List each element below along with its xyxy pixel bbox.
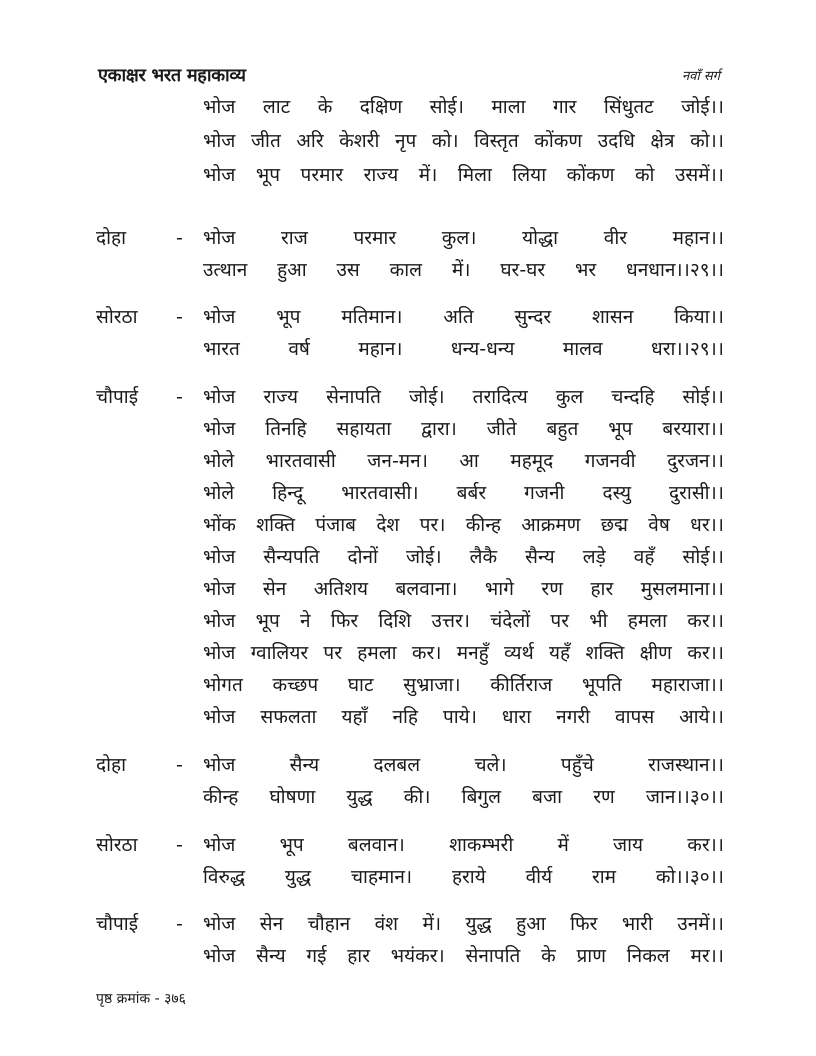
stanza-dash: - — [176, 386, 183, 408]
verse-line: भोज लाट के दक्षिण सोई। माला गार सिंधुतट जोई।। — [203, 96, 724, 118]
page-number: पृष्ठ क्रमांक - ३७६ — [96, 991, 186, 1007]
stanza-dash: - — [176, 754, 183, 776]
verse-line: भोज सेन अतिशय बलवाना। भागे रण हार मुसलमाना।। — [203, 578, 724, 600]
verse-line: भोज सैन्य दलबल चले। पहुँचे राजस्थान।। — [203, 754, 724, 776]
verse-line: भोज सफलता यहाँ नहि पाये। धारा नगरी वापस आये।। — [203, 706, 724, 728]
stanza-label: चौपाई — [96, 386, 139, 408]
verse-line: भोज भूप बलवान। शाकम्भरी में जाय कर।। — [203, 834, 724, 856]
verse-line: भोले भारतवासी जन-मन। आ महमूद गजनवी दुरजन।। — [203, 450, 724, 472]
stanza-label: सोरठा — [96, 834, 138, 856]
verse-line: भोंक शक्ति पंजाब देश पर। कीन्ह आक्रमण छद्म वेष धर।। — [203, 514, 724, 536]
verse-line: भोगत कच्छप घाट सुभ्राजा। कीर्तिराज भूपति महाराजा।। — [203, 674, 724, 696]
verse-line: भोज सैन्यपति दोनों जोई। लैकै सैन्य लड़े वहँ सोई।। — [203, 546, 724, 568]
verse-line: भोज राज परमार कुल। योद्धा वीर महान।। — [203, 227, 724, 249]
book-title: एकाक्षर भरत महाकाव्य — [98, 65, 246, 86]
verse-line: भारत वर्ष महान। धन्य-धन्य मालव धरा।।२९।। — [203, 338, 724, 360]
verse-line: भोज सेन चौहान वंश में। युद्ध हुआ फिर भारी उनमें।। — [203, 913, 724, 935]
verse-line: भोज भूप मतिमान। अति सुन्दर शासन किया।। — [203, 306, 724, 328]
verse-line: भोज भूप ने फिर दिशि उत्तर। चंदेलों पर भी हमला कर।। — [203, 610, 724, 632]
stanza-label: सोरठा — [96, 306, 138, 328]
verse-line: उत्थान हुआ उस काल में। घर-घर भर धनधान।।२९।। — [203, 259, 724, 281]
stanza-dash: - — [176, 913, 183, 935]
verse-line: भोज जीत अरि केशरी नृप को। विस्तृत कोंकण उदधि क्षेत्र को।। — [203, 130, 724, 152]
stanza-dash: - — [176, 227, 183, 249]
verse-line: भोले हिन्दू भारतवासी। बर्बर गजनी दस्यु दुरासी।। — [203, 482, 724, 504]
verse-line: भोज तिनहि सहायता द्वारा। जीते बहुत भूप बरयारा।। — [203, 418, 724, 440]
stanza-dash: - — [176, 306, 183, 328]
stanza-dash: - — [176, 834, 183, 856]
verse-line: कीन्ह घोषणा युद्ध की। बिगुल बजा रण जान।।३०।। — [203, 786, 724, 808]
stanza-label: दोहा — [96, 754, 127, 776]
stanza-label: चौपाई — [96, 913, 139, 935]
canto-title: नवाँ सर्ग — [681, 69, 720, 84]
stanza-label: दोहा — [96, 227, 127, 249]
verse-line: भोज राज्य सेनापति जोई। तरादित्य कुल चन्दहि सोई।। — [203, 386, 724, 408]
verse-line: भोज सैन्य गई हार भयंकर। सेनापति के प्राण निकल मर।। — [203, 945, 724, 967]
verse-line: विरुद्ध युद्ध चाहमान। हराये वीर्य राम को।।३०।। — [203, 866, 724, 888]
verse-line: भोज ग्वालियर पर हमला कर। मनहुँ व्यर्थ यहँ शक्ति क्षीण कर।। — [203, 642, 724, 664]
verse-line: भोज भूप परमार राज्य में। मिला लिया कोंकण को उसमें।। — [203, 164, 724, 186]
